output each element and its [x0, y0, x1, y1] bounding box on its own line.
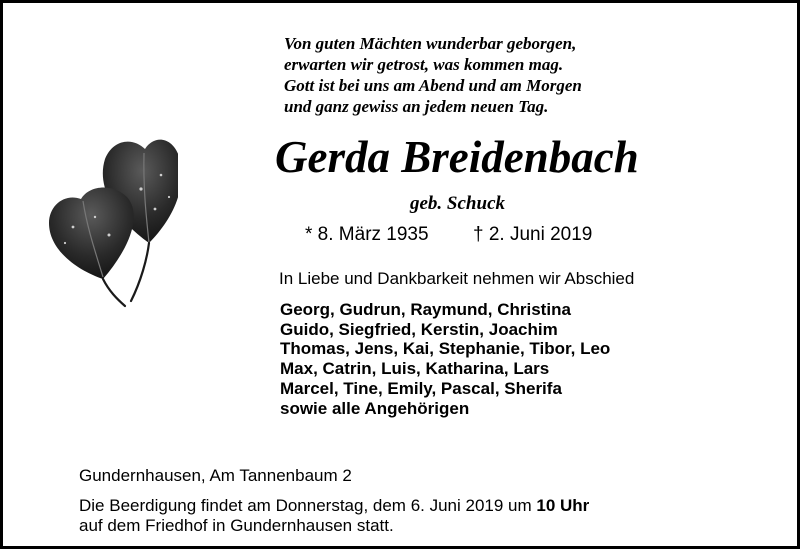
mourners-line: Thomas, Jens, Kai, Stephanie, Tibor, Leo: [280, 339, 611, 359]
mourners-list: [280, 300, 610, 418]
mourners-line: Max, Catrin, Luis, Katharina, Lars: [280, 359, 550, 379]
maiden-name: geb. Schuck: [410, 193, 505, 214]
funeral-date-text: Die Beerdigung findet am Donnerstag, dem 6. Juni 2019 um: [79, 496, 537, 515]
funeral-line-2: auf dem Friedhof in Gundernhausen statt.: [79, 516, 394, 535]
mourners-line: Marcel, Tine, Emily, Pascal, Sherifa: [280, 378, 562, 398]
mourners-line: Guido, Siegfried, Kerstin, Joachim: [280, 319, 558, 339]
verse-line: Von guten Mächten wunderbar geborgen,: [284, 34, 577, 53]
deceased-name: Gerda Breidenbach: [275, 132, 639, 182]
funeral-time: 10 Uhr: [536, 496, 590, 515]
farewell-intro: In Liebe und Dankbarkeit nehmen wir Abschied: [279, 269, 635, 288]
mourners-line: sowie alle Angehörigen: [280, 398, 470, 418]
ginkgo-leaves-icon: [43, 131, 178, 311]
verse-line: Gott ist bei uns am Abend und am Morgen: [284, 76, 582, 95]
death-date: † 2. Juni 2019: [473, 224, 593, 245]
bible-verse: [284, 33, 704, 117]
verse-line: erwarten wir getrost, was kommen mag.: [284, 55, 564, 74]
funeral-info: [79, 496, 589, 536]
family-address: Gundernhausen, Am Tannenbaum 2: [79, 466, 352, 485]
mourners-line: Georg, Gudrun, Raymund, Christina: [280, 300, 571, 319]
verse-line: und ganz gewiss an jedem neuen Tag.: [284, 97, 549, 116]
funeral-line-1: [79, 496, 589, 516]
birth-date: * 8. März 1935: [305, 224, 429, 245]
